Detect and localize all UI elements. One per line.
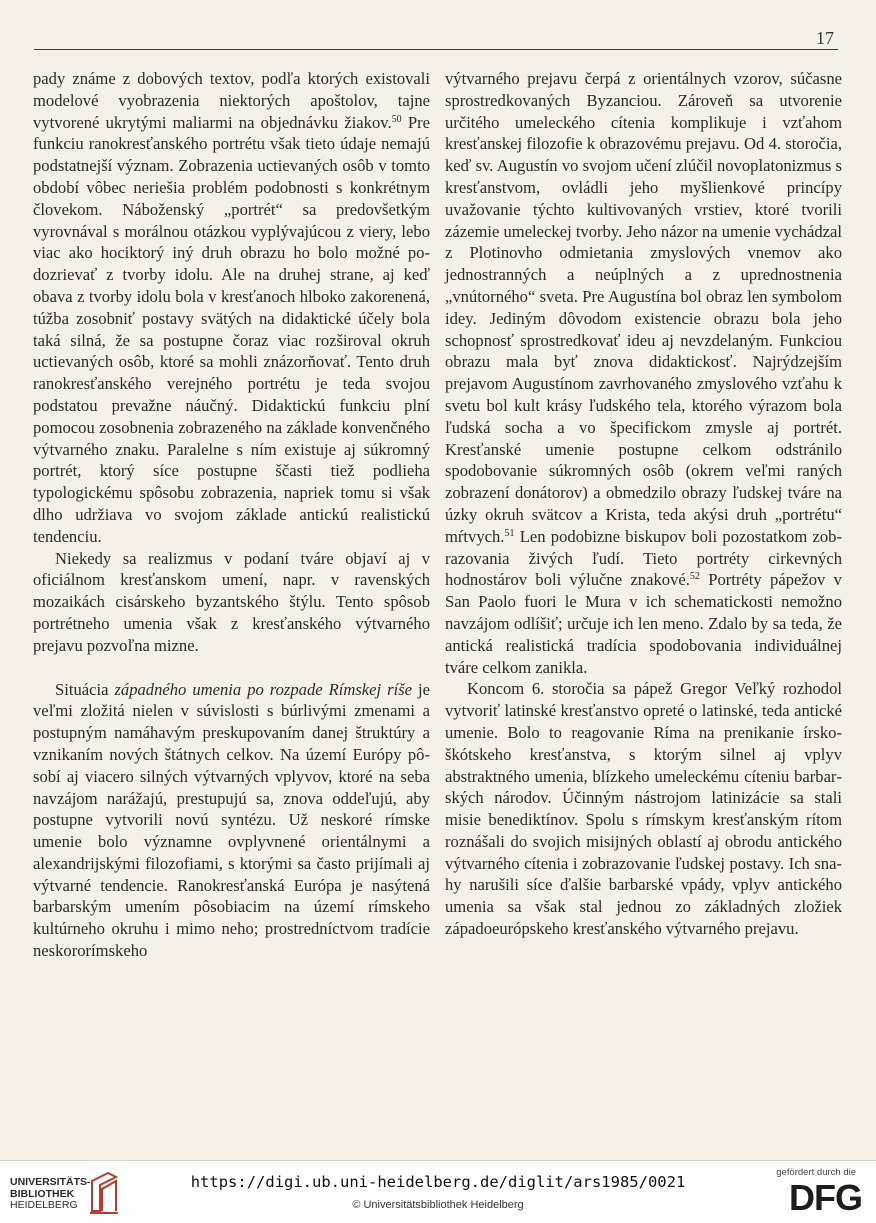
paragraph xyxy=(33,68,430,548)
paragraph-text: je veľmi zložitá nielen v súvislosti s búrlivými zmenami a postupným namáhavým preskupovaním danej štruktúry a vznikaním nových štátnych celkov. Na území Európy pôsobí aj viacero silných výtvarných vplyvov, ktoré na seba navzájom narážajú, prestupujú sa, znova oddeľujú, aby postupne vytvorili novú syntézu. Už neskoré rímske umenie bolo významne ovplyvnené orientálnymi a alexandrijskými filozofiami, s ktorými sa často prijímali aj výtvarné tendencie. Ranokresťanská Európa je nasýtená barbarským umením pôsobiacim na území rímskeho kultúrneho okruhu i mimo neho; prostredníctvom tradície neskororímskeho xyxy=(33,679,430,961)
logo-line: HEIDELBERG xyxy=(10,1199,78,1211)
left-column xyxy=(33,68,430,962)
paragraph-text: Pre funkciu ranokresťanského portrétu však tieto údaje nemajú podstatnejší význam. Zobrazenia uctievaných osôb v tomto období vôbec neriešia problém podobnosti s konkrétnym človekom. Náboženský „portrét“ sa predovšetkým vyrovnával s morálnou otázkou vyplývajúcou z viery, lebo viac ako hociktorý iný druh obrazu ho bolo možné podozrievať z tvorby idolu. Ale na druhej strane, aj keď obava z tvorby idolu bola v kresťanoch hlboko zakorenená, túžba zosobniť postavy svätých na didaktické účely bola taká silná, že sa postupne čoraz viac rozširoval okruh uctievaných osôb, ktoré sa mohli znázorňovať. Tento druh ranokresťanského verejného portrétu je teda svojou podstatou prevažne náučný. Didaktickú funkciu plní pomocou zosobnenia zobrazeného na základe konvenčného výtvarného znaku. Paralelne s ním existuje aj súkromný portrét, ktorý síce postupne ščasti tiež podlieha typologickému spôsobu zobrazenia, napriek tomu si však dlho udržiava vo svojom základe antickú realistickú tendenciu. xyxy=(33,112,430,546)
paragraph-text: Portréty pápežov v San Paolo fuori le Mura v ich schematickosti nemožno navzájom odlíšiť; určuje ich len meno. Zdalo by sa teda, že antická realistická tradícia spodobovania individuálnej tváre celkom zanikla. xyxy=(445,570,842,677)
page-number: 17 xyxy=(816,28,834,48)
paragraph-text: Len podobizne biskupov boli pozostatkom zobrazovania živých ľudí. Tieto portréty cirkevných hodnostárov boli výlučne znakové. xyxy=(445,526,842,590)
paragraph-text: výtvarného prejavu čerpá z orientálnych vzorov, súčasne sprostredkovaných Byzanciou. Zároveň sa utvorenie určitého umeleckého cítenia komplikuje i vzťahom kresťanskej filozofie k obrazovému prejavu. Od 4. storočia, keď sv. Augustín vo svojom učení zlúčil novoplatonizmus s kresťanstvom, ovládli jeho myšlienkové princípy uvažovanie týchto kultivovaných vrstiev, ktoré tvorili zázemie umeleckej tvorby. Jeho názor na umenie vychádzal z Plotinovho odmietania zmyslových vnemov ako jednostranných a neúplných a z uprednostnenia „vnútorného“ sveta. Pre Augustína bol obraz len symbolom idey. Jediným dôvodom existencie obrazu bola jeho schopnosť sprostredkovať ideu aj nevzdelaným. Funkciou obrazu mala byť znova didaktickosť. Najrýdzejším prejavom Augustínom zavrhovaného zmyslového vzťahu k svetu bol kult krásy ľudského tela, ktorého výrazom bola ľudská socha a vo špecifickom zmysle aj portrét. Kresťanské umenie postupne celkom odstránilo spodobovanie súkromných osôb (okrem veľmi raných zobrazení donátorov) a obmedzilo obrazy ľudskej tváre na úzky okruh svätcov a Krista, teda akýsi druh „portrétu“ mŕtvych. xyxy=(445,69,842,546)
paragraph-text: pady známe z dobových textov, podľa ktorých existovali modelové vyobrazenia niektorých apoštolov, tajne vytvorené ukrytými maliarmi na objednávku žiakov. xyxy=(33,69,430,132)
paragraph: Niekedy sa realizmus v podaní tváre objaví aj v oficiálnom kresťanskom umení, napr. v ravenských mozaikách cisárskeho byzantského štýlu. Tento spôsob portrétneho umenia však z kresťanského výtvarného prejavu pozvoľna mizne. xyxy=(33,548,430,655)
right-column xyxy=(445,68,842,940)
permalink-url[interactable]: https://digi.ub.uni-heidelberg.de/diglit/ars1985/0021 xyxy=(190,1173,686,1191)
footnote-marker: 51 xyxy=(504,527,515,539)
paragraph xyxy=(445,68,842,678)
funding-note: gefördert durch die xyxy=(776,1167,856,1178)
footer-bar xyxy=(0,1160,876,1223)
logo-line: UNIVERSITÄTS- xyxy=(10,1176,91,1188)
paragraph: Koncom 6. storočia sa pápež Gregor Veľký rozhodol vytvoriť latinské kresťanstvo opreté o latinské, teda antické umenie. Bolo to reagovanie Ríma na prenikanie írsko-škótskeho kresťanstva, s ktorým silnel aj vplyv abstraktného umenia, blízkeho umeleckému cíteniu barbarských národov. Účinným nástrojom latinizácie sa stali misie benediktínov. Spolu s rímskym kresťanským rítom roznášali do svojich misijných oblastí aj obrodu antického výtvarného cítenia i zobrazovanie ľudskej postavy. Ich snahy narušili síce ďalšie barbarské vpády, vplyv antického umenia sa však stal jednou zo základných zložiek západoeurópskeho kresťanského výtvarného prejavu. xyxy=(445,679,842,939)
footnote-marker: 52 xyxy=(689,571,700,583)
paragraph-text: Situácia xyxy=(55,679,115,699)
logo-line: BIBLIOTHEK xyxy=(10,1187,75,1200)
footnote-marker: 50 xyxy=(391,113,402,125)
paragraph xyxy=(33,679,430,962)
italic-phrase: západného umenia po rozpade Rímskej ríše xyxy=(114,679,413,699)
dfg-logo[interactable]: DFG xyxy=(789,1177,862,1218)
copyright-notice: © Universitätsbibliothek Heidelberg xyxy=(352,1199,524,1211)
header-rule xyxy=(34,49,838,50)
